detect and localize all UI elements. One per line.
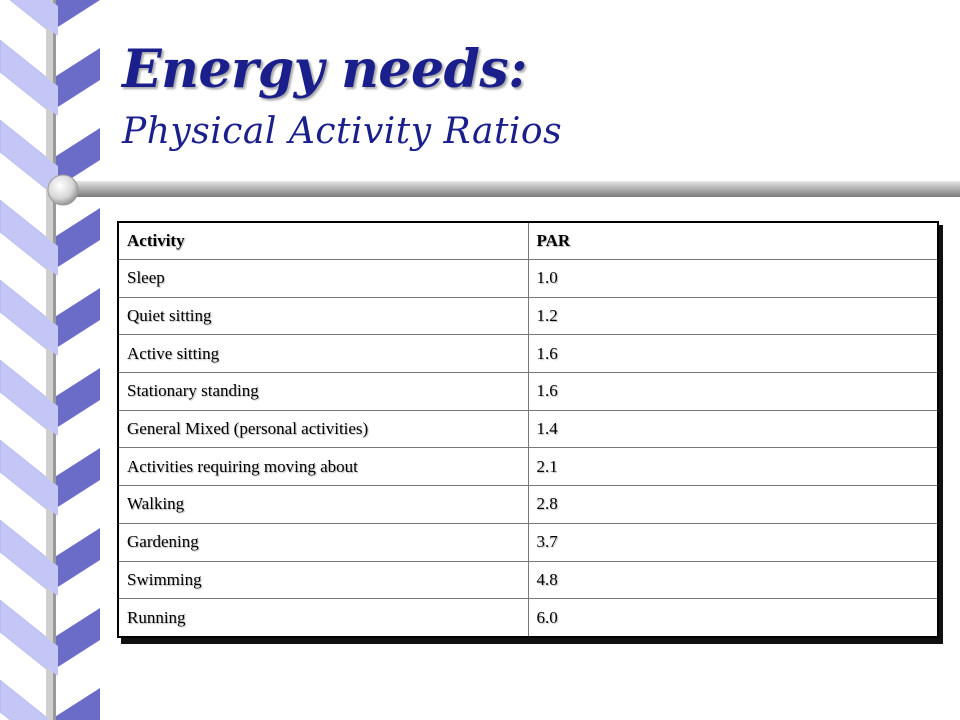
table-row xyxy=(118,486,938,524)
par-cell: 6.0 xyxy=(528,599,938,637)
par-cell: 1.4 xyxy=(528,410,938,448)
table-row xyxy=(118,523,938,561)
table-row xyxy=(118,335,938,373)
activity-cell: Swimming xyxy=(118,561,528,599)
activity-cell: General Mixed (personal activities) xyxy=(118,410,528,448)
activity-cell: Running xyxy=(118,599,528,637)
activity-cell: Gardening xyxy=(118,523,528,561)
par-cell: 1.6 xyxy=(528,373,938,411)
divider-bar xyxy=(60,181,960,197)
table-row xyxy=(118,599,938,637)
header-par: PAR xyxy=(528,222,938,260)
activity-cell: Walking xyxy=(118,486,528,524)
par-table xyxy=(117,221,939,638)
activity-cell: Quiet sitting xyxy=(118,297,528,335)
table-row xyxy=(118,373,938,411)
par-cell: 2.8 xyxy=(528,486,938,524)
table-row xyxy=(118,448,938,486)
table-row xyxy=(118,260,938,298)
par-cell: 2.1 xyxy=(528,448,938,486)
slide-subtitle: Physical Activity Ratios xyxy=(122,111,563,152)
par-cell: 4.8 xyxy=(528,561,938,599)
table-row xyxy=(118,561,938,599)
par-cell: 3.7 xyxy=(528,523,938,561)
activity-cell: Stationary standing xyxy=(118,373,528,411)
activity-cell: Active sitting xyxy=(118,335,528,373)
title-block xyxy=(122,39,563,152)
table-row xyxy=(118,297,938,335)
par-cell: 1.0 xyxy=(528,260,938,298)
par-cell: 1.6 xyxy=(528,335,938,373)
table-row xyxy=(118,410,938,448)
slide-title: Energy needs: xyxy=(122,39,527,100)
header-activity: Activity xyxy=(118,222,528,260)
par-table-container xyxy=(117,221,941,642)
par-cell: 1.2 xyxy=(528,297,938,335)
activity-cell: Activities requiring moving about xyxy=(118,448,528,486)
activity-cell: Sleep xyxy=(118,260,528,298)
table-header-row xyxy=(118,222,938,260)
divider-knob xyxy=(48,175,78,205)
